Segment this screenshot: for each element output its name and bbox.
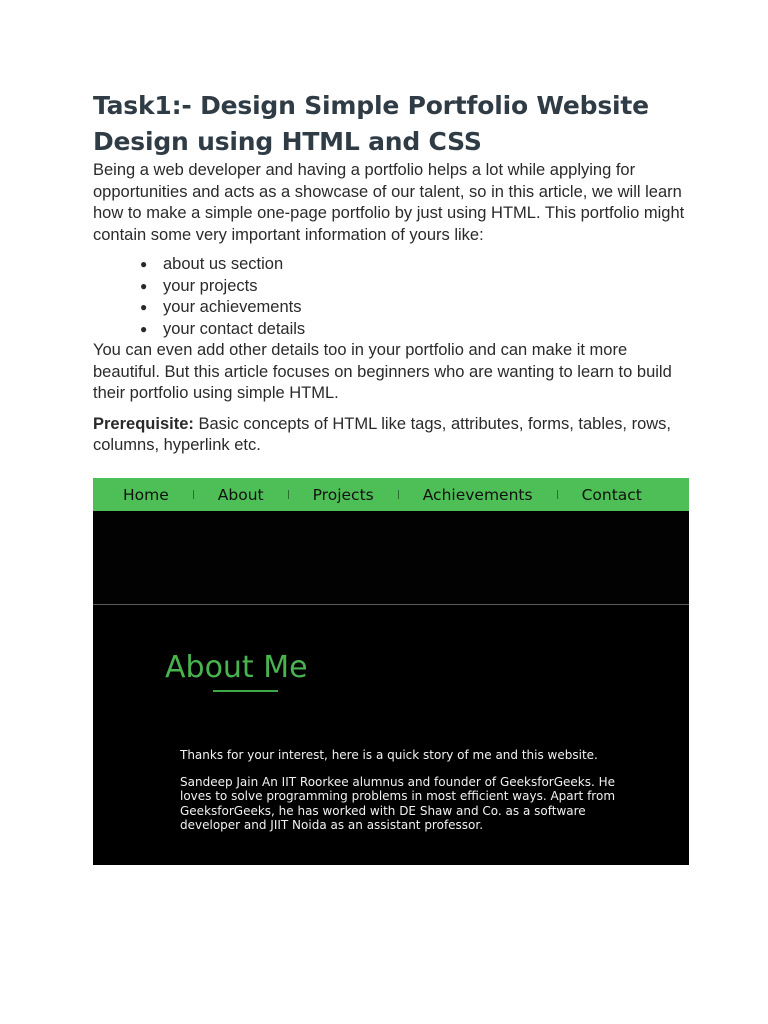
nav-divider [288, 490, 289, 499]
screenshot-navbar [93, 478, 689, 511]
nav-contact: Contact [581, 485, 642, 504]
bullet-icon: ● [140, 278, 148, 293]
topic-list [93, 254, 693, 340]
list-item [140, 254, 693, 276]
after-list-paragraph: You can even add other details too in your portfolio and can make it more beautiful. But this article focuses on beginners who are wanting to learn to build their portfolio using simple HTML. [93, 341, 672, 402]
document-page [93, 88, 693, 457]
nav-achievements: Achievements [422, 485, 533, 504]
nav-divider [398, 490, 399, 499]
prerequisite-text: Basic concepts of HTML like tags, attributes, forms, tables, rows, columns, hyperlink etc. [93, 414, 672, 454]
list-item-text: about us section [163, 255, 284, 273]
nav-home: Home [123, 485, 169, 504]
list-item-text: your achievements [163, 298, 302, 316]
list-item-text: your contact details [163, 319, 306, 338]
nav-divider [193, 490, 194, 499]
screenshot-hero [93, 511, 689, 605]
heading-underline [213, 690, 278, 692]
list-item-text: your projects [163, 276, 258, 295]
about-heading: About Me [165, 650, 308, 685]
list-item [140, 319, 693, 341]
list-item [140, 297, 693, 319]
bullet-icon: ● [140, 257, 148, 271]
intro-paragraph: Being a web developer and having a portfolio helps a lot while applying for opportunities and acts as a showcase of our talent, so in this article, we will learn how to make a simple one-page portfolio by just using HTML. This portfolio might contain some very important information of yours like: [93, 161, 685, 244]
prerequisite-label: Prerequisite: [93, 414, 194, 433]
nav-projects: Projects [312, 485, 374, 504]
nav-about: About [217, 485, 264, 504]
nav-divider [557, 490, 558, 499]
portfolio-screenshot [93, 478, 689, 865]
page-title: Task1:- Design Simple Portfolio Website Design using HTML and CSS [93, 91, 649, 156]
bullet-icon: ● [140, 321, 148, 336]
prerequisite-paragraph [93, 414, 693, 457]
about-paragraph-2: Sandeep Jain An IIT Roorkee alumnus and founder of GeeksforGeeks. He loves to solve programming problems in most efficient ways. Apart from GeeksforGeeks, he has worked with DE Shaw and Co. as a software developer and JIIT Noida as an assistant professor. [180, 774, 616, 832]
about-paragraph-1: Thanks for your interest, here is a quick story of me and this website. [180, 748, 598, 762]
list-item [140, 276, 693, 298]
about-text [180, 748, 620, 833]
bullet-icon: ● [140, 300, 148, 314]
